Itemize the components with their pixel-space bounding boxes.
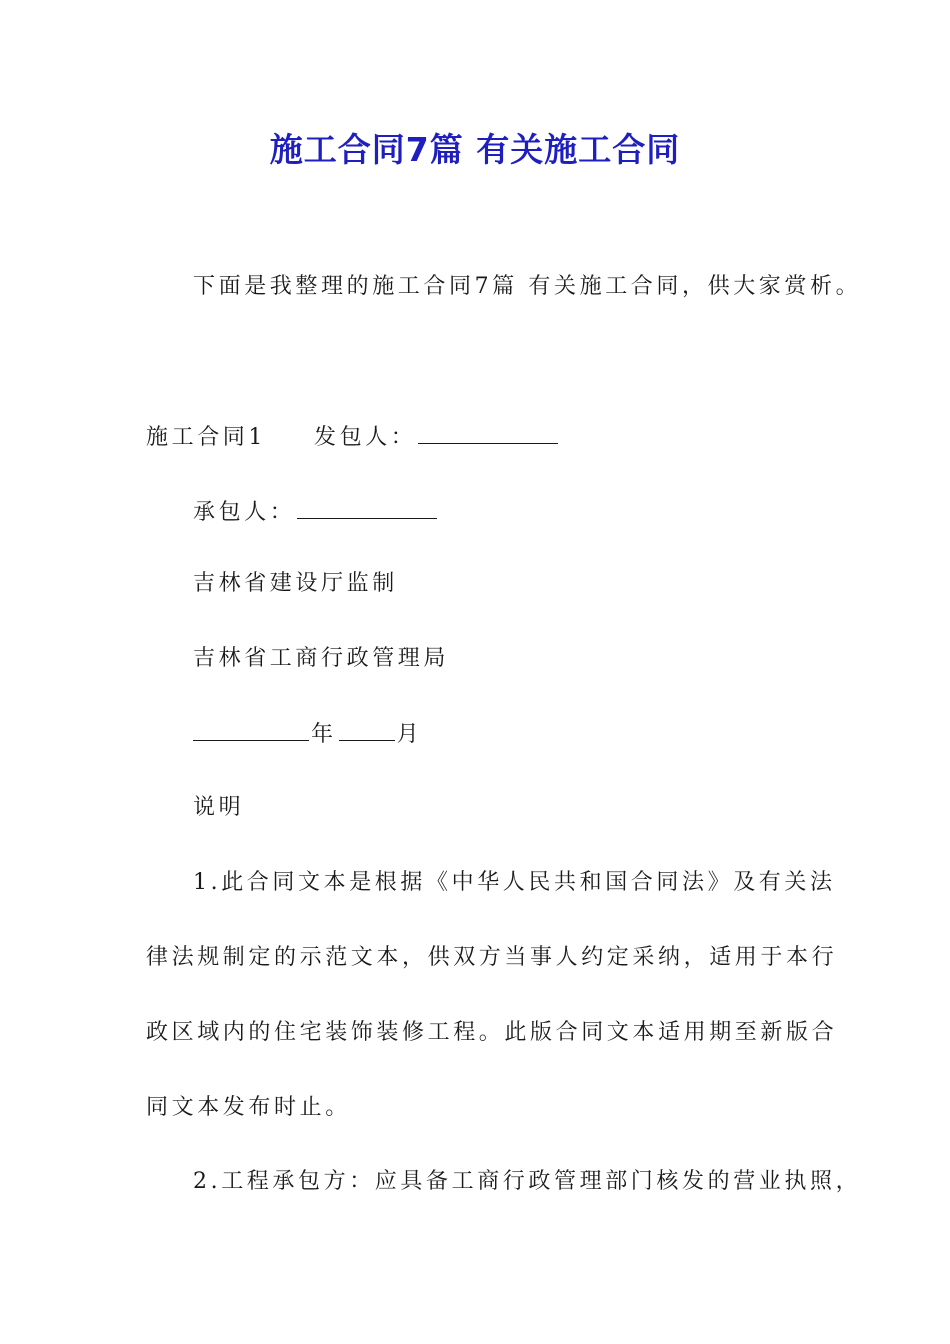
employer-blank [418,421,558,444]
month-blank [339,718,395,741]
contract1-header-line [146,421,560,453]
supervisor-line: 吉林省建设厅监制 [193,571,398,596]
bureau-line: 吉林省工商行政管理局 [193,646,450,671]
month-label: 月 [396,722,423,747]
contractor-blank [297,496,437,519]
date-line [193,718,422,750]
employer-label: 发包人： [314,425,417,450]
note1-line-2: 律法规制定的示范文本，供双方当事人约定采纳，适用于本行 [146,945,838,970]
note1-line-4: 同文本发布时止。 [146,1095,351,1120]
year-label: 年 [311,722,337,747]
contract1-heading: 施工合同1 [146,425,266,450]
notes-heading: 说明 [193,795,245,820]
document-title: 施工合同7篇 有关施工合同 [269,130,681,169]
note1-line-3: 政区域内的住宅装饰装修工程。此版合同文本适用期至新版合 [146,1020,838,1045]
contractor-label: 承包人： [193,500,296,525]
year-blank [193,718,309,741]
contractor-line [193,496,439,528]
note2-line-1: 2.工程承包方：应具备工商行政管理部门核发的营业执照， [193,1169,862,1194]
intro-paragraph: 下面是我整理的施工合同7篇 有关施工合同，供大家赏析。 [193,274,862,299]
note1-line-1: 1.此合同文本是根据《中华人民共和国合同法》及有关法 [193,870,836,895]
